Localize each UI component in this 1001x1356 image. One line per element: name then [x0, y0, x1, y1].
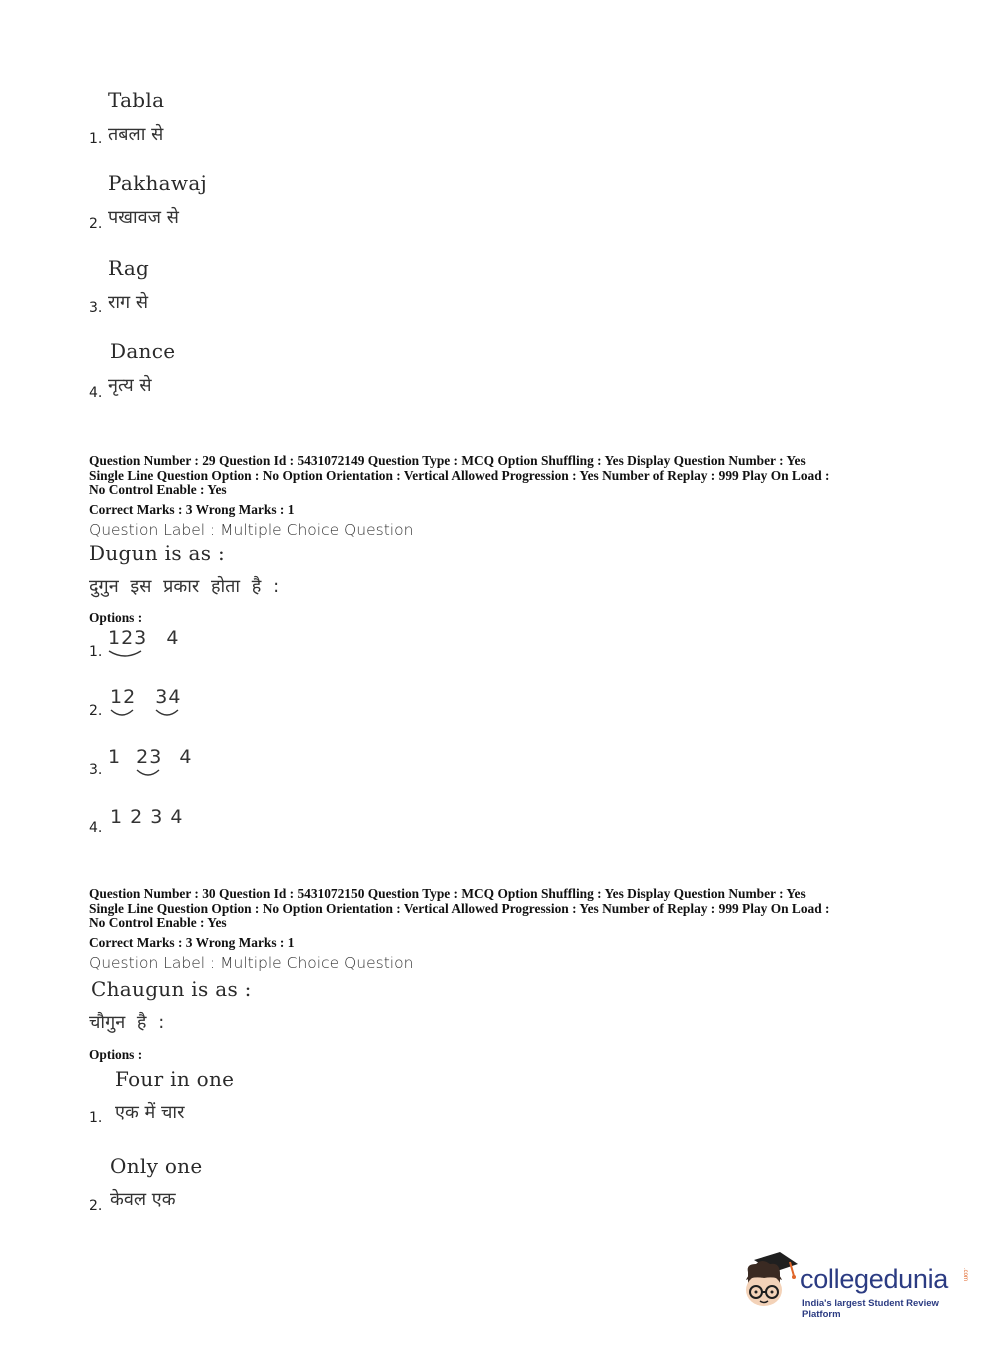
meta-line-3: No Control Enable : Yes [89, 482, 227, 497]
logo-wordmark: collegedunia [800, 1264, 949, 1294]
option-3-hindi: राग से [108, 292, 149, 313]
beat-group-text: 34 [155, 686, 182, 708]
question-29-text-hindi: दुगुन इस प्रकार होता है : [89, 576, 280, 597]
option-3-number: 3. [89, 300, 103, 316]
q30-option-2-english: Only one [110, 1154, 203, 1178]
option-2-number: 2. [89, 216, 103, 232]
logo-tagline: India's largest Student Review Platform [802, 1298, 939, 1320]
q30-option-1-number: 1. [89, 1110, 103, 1126]
slur-arc [135, 768, 161, 778]
meta-line-2: Single Line Question Option : No Option Orientation : Vertical Allowed Progression : Yes Number of Replay : 999 Play On Load : [89, 467, 830, 483]
collegedunia-logo[interactable] [740, 1250, 970, 1320]
slur-arc [154, 708, 180, 718]
question-30-text-hindi: चौगुन है : [89, 1012, 165, 1033]
q30-option-2-hindi: केवल एक [110, 1189, 176, 1210]
q30-option-1-hindi: एक में चार [115, 1102, 185, 1123]
beat-group [110, 686, 136, 708]
question-30-meta [89, 887, 919, 931]
q29-option-2-number: 2. [89, 703, 103, 719]
mascot-icon [740, 1250, 800, 1316]
question-29-label: Question Label : Multiple Choice Question [89, 521, 414, 539]
q29-option-2-beats [110, 686, 181, 708]
q29-option-3-beats [108, 746, 192, 768]
option-1-english: Tabla [108, 88, 165, 112]
beat-group-text: 4 [179, 746, 193, 768]
q29-option-1-number: 1. [89, 644, 103, 660]
beat-group-text: 23 [136, 746, 163, 768]
slur-arc [107, 649, 143, 659]
option-4-hindi: नृत्य से [108, 375, 152, 396]
q30-option-1-english: Four in one [115, 1067, 235, 1091]
option-1-number: 1. [89, 131, 103, 147]
q29-option-3-number: 3. [89, 762, 103, 778]
option-4-english: Dance [110, 339, 176, 363]
question-29-marks: Correct Marks : 3 Wrong Marks : 1 [89, 502, 295, 517]
meta-line-3: No Control Enable : Yes [89, 915, 227, 930]
option-2-hindi: पखावज से [108, 207, 179, 228]
question-30-marks: Correct Marks : 3 Wrong Marks : 1 [89, 935, 295, 950]
question-30-text-english: Chaugun is as : [91, 977, 252, 1001]
meta-line-1: Question Number : 29 Question Id : 5431072149 Question Type : MCQ Option Shuffling : Yes Display Question Number : Yes [89, 453, 806, 468]
question-30-label: Question Label : Multiple Choice Question [89, 954, 414, 972]
option-4-number: 4. [89, 385, 103, 401]
beat-group-text: 1 2 3 4 [110, 806, 184, 828]
beat-group-text: 1 [108, 746, 122, 768]
question-29-options-label: Options : [89, 610, 143, 625]
question-30-options-label: Options : [89, 1047, 143, 1062]
beat-group [136, 746, 162, 768]
option-2-english: Pakhawaj [108, 171, 208, 195]
question-29-meta [89, 454, 919, 498]
q29-option-4-number: 4. [89, 820, 103, 836]
beat-group [155, 686, 181, 708]
option-3-english: Rag [108, 256, 150, 280]
option-1-hindi: तबला से [108, 124, 164, 145]
q30-option-2-number: 2. [89, 1198, 103, 1214]
meta-line-1: Question Number : 30 Question Id : 5431072150 Question Type : MCQ Option Shuffling : Yes Display Question Number : Yes [89, 886, 806, 901]
q29-option-4-beats [110, 806, 183, 828]
question-29-text-english: Dugun is as : [89, 541, 226, 565]
beat-group-text: 12 [110, 686, 137, 708]
q29-option-1-beats [108, 627, 179, 649]
meta-line-2: Single Line Question Option : No Option Orientation : Vertical Allowed Progression : Yes Number of Replay : 999 Play On Load : [89, 900, 830, 916]
logo-com: .com [962, 1268, 968, 1282]
beat-group-text: 123 [108, 627, 148, 649]
beat-group [108, 627, 147, 649]
slur-arc [109, 708, 135, 718]
beat-group-text: 4 [166, 627, 180, 649]
